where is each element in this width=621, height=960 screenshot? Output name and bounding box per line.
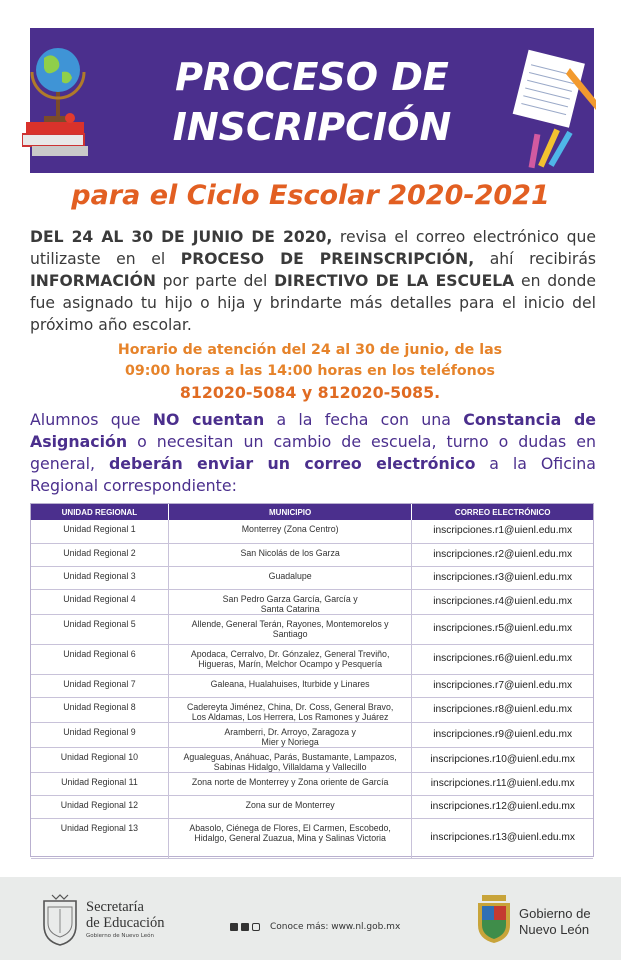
unit-cell: Unidad Regional 12 — [31, 795, 168, 818]
email-cell[interactable]: inscripciones.r13@uienl.edu.mx — [412, 818, 593, 858]
municipio-line: Zona sur de Monterrey — [245, 799, 335, 810]
municipio-cell — [168, 722, 412, 747]
intro-paragraph — [30, 226, 596, 336]
table-row — [31, 520, 593, 543]
municipio-line: Hidalgo, General Zuazua, Mina y Salinas Victoria — [194, 832, 386, 843]
notice-paragraph — [30, 409, 596, 497]
unit-cell: Unidad Regional 1 — [31, 520, 168, 543]
table-row — [31, 589, 593, 614]
email-cell[interactable]: inscripciones.r2@uienl.edu.mx — [412, 543, 593, 566]
email-cell[interactable]: inscripciones.r9@uienl.edu.mx — [412, 722, 593, 747]
municipio-line: Abasolo, Ciénega de Flores, El Carmen, Escobedo, — [189, 822, 391, 833]
header-municipio: MUNICIPIO — [168, 504, 412, 520]
unit-cell: Unidad Regional 11 — [31, 772, 168, 795]
municipio-cell — [168, 747, 412, 772]
regional-units-table — [30, 503, 594, 857]
banner-title-line-1: PROCESO DE — [175, 55, 449, 99]
notice-text: a la Oficina Regional correspondiente: — [30, 454, 596, 495]
email-cell[interactable]: inscripciones.r8@uienl.edu.mx — [412, 697, 593, 722]
municipio-cell — [168, 644, 412, 674]
unit-cell: Unidad Regional 4 — [31, 589, 168, 614]
instagram-icon[interactable] — [252, 923, 260, 931]
notice-emphasis: NO cuentan — [152, 410, 265, 429]
hours-line-1: Horario de atención del 24 al 30 de junio, de las — [117, 342, 503, 358]
email-cell[interactable]: inscripciones.r10@uienl.edu.mx — [412, 747, 593, 772]
secretaria-subtitle: Gobierno de Nuevo León — [86, 933, 154, 939]
footer — [0, 877, 621, 960]
table-row — [31, 614, 593, 644]
website-link[interactable]: Conoce más: www.nl.gob.mx — [270, 922, 401, 932]
hours-line-2: 09:00 horas a las 14:00 horas en los teléfonos — [125, 363, 495, 379]
municipio-cell — [168, 674, 412, 697]
secretaria-title — [86, 899, 165, 931]
municipio-line: Apodaca, Cerralvo, Dr. Gónzalez, General Treviño, — [190, 648, 390, 659]
municipio-cell — [168, 772, 412, 795]
email-cell[interactable]: inscripciones.r4@uienl.edu.mx — [412, 589, 593, 614]
municipio-line: Los Aldamas, Los Herrera, Los Ramones y Juárez — [191, 711, 389, 722]
notice-text: a la fecha con una — [264, 410, 464, 429]
facebook-icon[interactable] — [230, 923, 238, 931]
municipio-line: Santa Catarina — [260, 603, 320, 614]
municipio-line: Monterrey (Zona Centro) — [241, 524, 339, 534]
unit-cell: Unidad Regional 7 — [31, 674, 168, 697]
table-row — [31, 818, 593, 858]
municipio-line: Agualeguas, Anáhuac, Parás, Bustamante, Lampazos, — [183, 751, 397, 762]
gobierno-line-1: Gobierno de — [519, 906, 591, 921]
municipio-cell — [168, 795, 412, 818]
unit-cell: Unidad Regional 13 — [31, 818, 168, 858]
unit-cell: Unidad Regional 5 — [31, 614, 168, 644]
notice-emphasis: Constancia de Asignación — [30, 410, 596, 451]
table-row — [31, 697, 593, 722]
state-shield-icon — [40, 893, 80, 947]
unit-cell: Unidad Regional 3 — [31, 566, 168, 589]
header-correo: CORREO ELECTRÓNICO — [412, 504, 593, 520]
coat-of-arms-icon — [476, 893, 512, 945]
unit-cell: Unidad Regional 9 — [31, 722, 168, 747]
notice-emphasis: deberán enviar un correo electrónico — [108, 454, 476, 473]
table-row — [31, 795, 593, 818]
municipio-line: Guadalupe — [268, 570, 312, 581]
gobierno-line-2: Nuevo León — [519, 922, 590, 937]
table-row — [31, 674, 593, 697]
email-cell[interactable]: inscripciones.r3@uienl.edu.mx — [412, 566, 593, 589]
table-row — [31, 543, 593, 566]
header-unidad: UNIDAD REGIONAL — [61, 507, 138, 517]
table-row — [31, 644, 593, 674]
table-row — [31, 722, 593, 747]
municipio-line: Santiago — [272, 628, 308, 639]
municipio-cell — [168, 589, 412, 614]
municipio-line: Galeana, Hualahuises, Iturbide y Linares — [210, 678, 370, 689]
email-cell[interactable]: inscripciones.r11@uienl.edu.mx — [412, 772, 593, 795]
municipio-cell — [168, 543, 412, 566]
table-row — [31, 566, 593, 589]
table-header-row — [31, 504, 593, 520]
intro-emphasis: PROCESO DE PREINSCRIPCIÓN, — [180, 250, 475, 268]
notice-text: Alumnos que — [30, 410, 153, 429]
email-cell[interactable]: inscripciones.r7@uienl.edu.mx — [412, 674, 593, 697]
secretaria-line-1: Secretaría — [86, 899, 144, 915]
hours-notice — [60, 340, 560, 403]
municipio-cell — [168, 697, 412, 722]
secretaria-line-2: de Educación — [86, 915, 165, 931]
municipio-line: Mier y Noriega — [261, 736, 319, 747]
municipio-line: Zona norte de Monterrey y Zona oriente de García — [191, 776, 389, 787]
gobierno-title — [519, 906, 591, 938]
municipio-line: San Nicolás de los Garza — [240, 547, 340, 558]
municipio-line: Aramberri, Dr. Arroyo, Zaragoza y — [224, 726, 356, 737]
unit-cell: Unidad Regional 2 — [31, 543, 168, 566]
municipio-line: Sabinas Hidalgo, Villaldama y Vallecillo — [213, 761, 367, 772]
table-row — [31, 772, 593, 795]
subtitle: para el Ciclo Escolar 2020-2021 — [71, 180, 550, 211]
intro-text: revisa el correo electrónico que utilizaste en el — [30, 228, 597, 268]
unit-cell: Unidad Regional 10 — [31, 747, 168, 772]
intro-emphasis: INFORMACIÓN — [30, 272, 156, 290]
table-row — [31, 747, 593, 772]
municipio-line: Higueras, Marín, Melchor Ocampo y Pesquería — [198, 658, 383, 669]
email-cell[interactable]: inscripciones.r12@uienl.edu.mx — [412, 795, 593, 818]
intro-emphasis: DIRECTIVO DE LA ESCUELA — [274, 272, 515, 290]
unit-cell: Unidad Regional 6 — [31, 644, 168, 674]
social-icons — [230, 923, 260, 931]
email-cell[interactable]: inscripciones.r5@uienl.edu.mx — [412, 614, 593, 644]
intro-text: en donde fue asignado tu hijo o hija y brindarte más detalles para el inicio del próximo año escolar. — [30, 272, 597, 334]
unit-cell: Unidad Regional 8 — [31, 697, 168, 722]
municipio-cell — [168, 614, 412, 644]
municipio-cell — [168, 566, 412, 589]
municipio-cell — [168, 520, 412, 543]
municipio-line: Allende, General Terán, Rayones, Montemorelos y — [191, 618, 389, 629]
notice-text: o necesitan un cambio de escuela, turno o dudas en general, — [30, 432, 596, 473]
intro-text: por parte del — [155, 272, 275, 290]
intro-text: ahí recibirás — [474, 250, 597, 268]
title-banner — [30, 28, 594, 173]
phone-numbers: 812020-5084 y 812020-5085. — [179, 383, 441, 402]
municipio-line: Cadereyta Jiménez, China, Dr. Coss, General Bravo, — [186, 701, 394, 712]
municipio-cell — [168, 818, 412, 858]
email-cell[interactable]: inscripciones.r1@uienl.edu.mx — [412, 520, 593, 543]
banner-title-line-2: INSCRIPCIÓN — [172, 105, 452, 149]
email-cell[interactable]: inscripciones.r6@uienl.edu.mx — [412, 644, 593, 674]
twitter-icon[interactable] — [241, 923, 249, 931]
municipio-line: San Pedro Garza García, García y — [222, 593, 358, 604]
intro-date: DEL 24 AL 30 DE JUNIO DE 2020, — [30, 228, 333, 246]
